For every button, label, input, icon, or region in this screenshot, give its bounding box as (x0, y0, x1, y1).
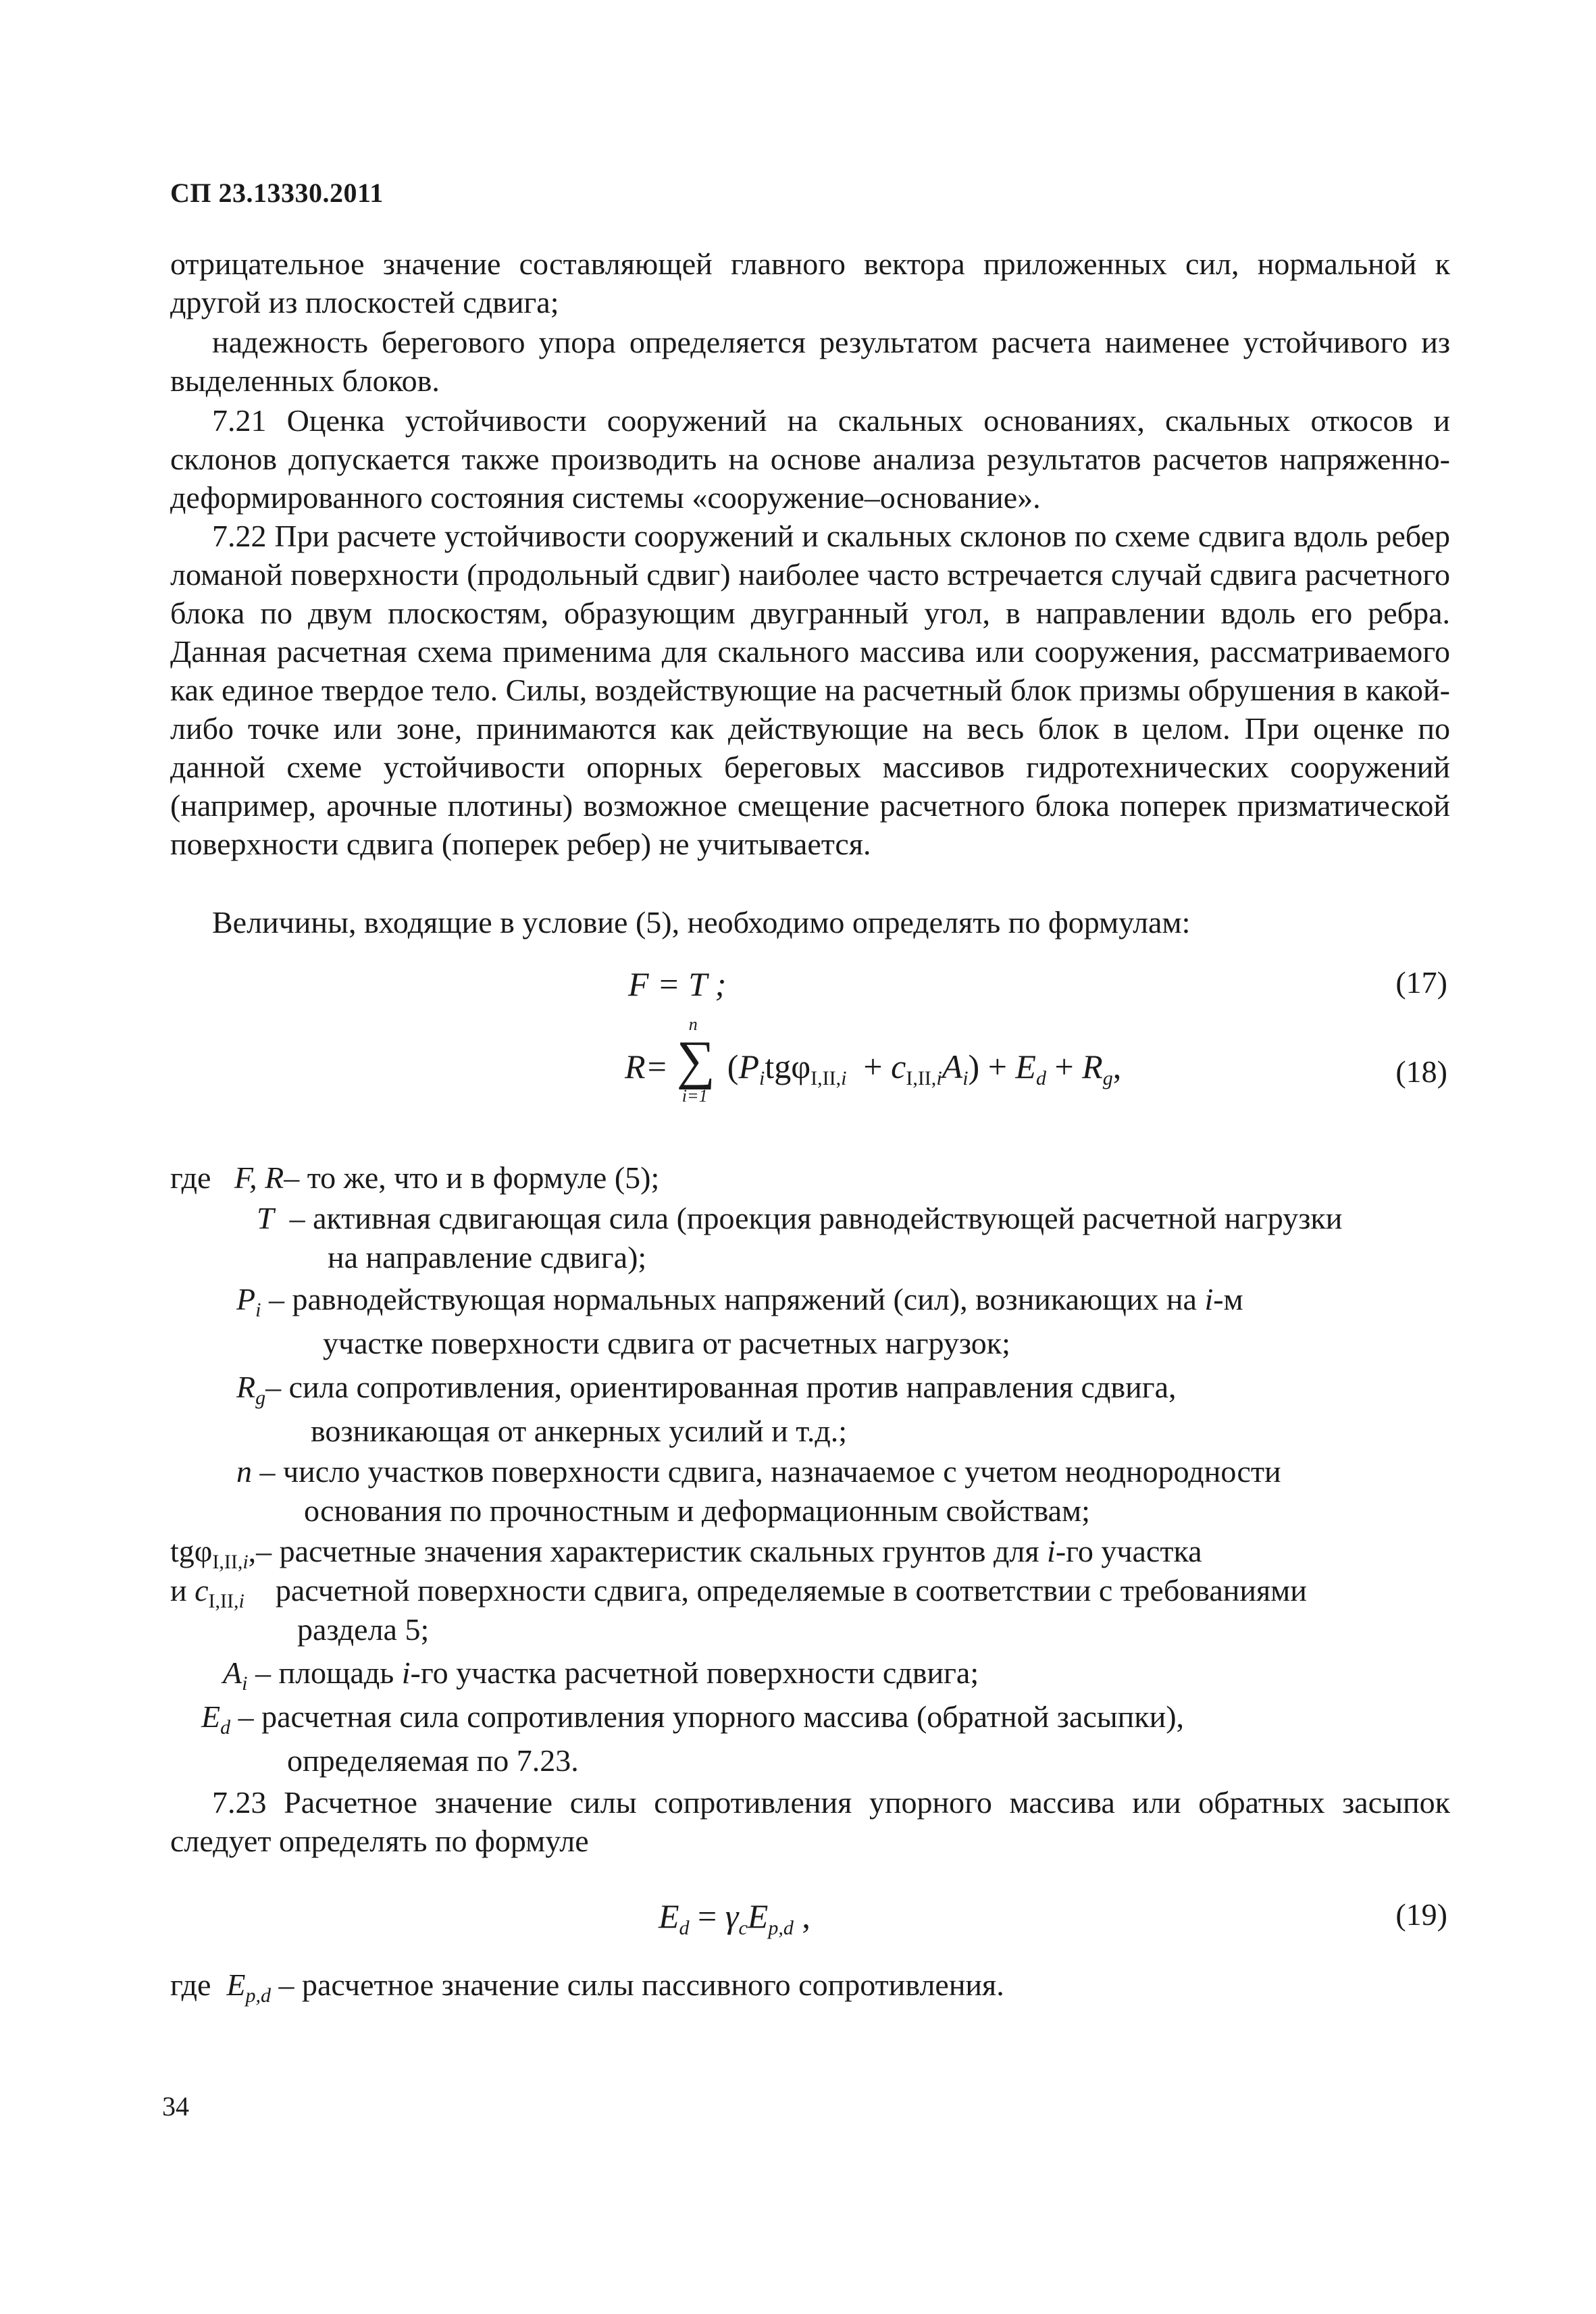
equation-19: $E_d = \gamma_cE_{p,d}$ , (659, 1897, 810, 1939)
definition-ed-cont: определяемая по 7.23. (287, 1743, 579, 1778)
paragraph-text: отрицательное значение составляющей главного вектора приложенных сил, нормальной к другой из плоскостей сдвига; (170, 247, 1450, 319)
page-number: 34 (162, 2091, 189, 2122)
equation-17: F = T ; (628, 965, 727, 1003)
eq18-rhs: $(P_itg\varphi_{I,II,i} + c_{I,II,i}A_i) + E_d + R_g$, (719, 1048, 1122, 1089)
equation-18 (625, 1014, 1122, 1106)
definition-t: T – активная сдвигающая сила (проекция равнодействующей расчетной нагрузки (257, 1201, 1343, 1235)
definition-ed: $E_d$ – расчетная сила сопротивления упорного массива (обратной засыпки), (201, 1699, 1185, 1739)
definition-rg: $R_g-$ сила сопротивления, ориентированная против направления сдвига, (236, 1370, 1177, 1409)
definition-t-cont: на направление сдвига); (328, 1240, 647, 1275)
summation (676, 1014, 715, 1106)
paragraph-2 (170, 323, 1450, 400)
sum-top: n (688, 1014, 698, 1034)
paragraph-text: 7.23 Расчетное значение силы сопротивления упорного массива или обратных засыпок следует определять по формуле (170, 1785, 1450, 1858)
definition-epd: где $E_{p,d}$ – расчетное значение силы пассивного сопротивления. (170, 1968, 1004, 2007)
definition-c: и $c_{I,II,i}$ расчетной поверхности сдвига, определяемые в соответствии с требованиями (170, 1573, 1307, 1612)
definition-n-cont: основания по прочностным и деформационным свойствам; (304, 1493, 1090, 1528)
paragraph-text: 7.21 Оценка устойчивости сооружений на скальных основаниях, скальных откосов и склонов допускается также производить на основе анализа результатов расчетов напряженно-деформированного состояния системы «сооружение–основание». (170, 403, 1450, 515)
document-header: СП 23.13330.2011 (170, 178, 384, 208)
definition-c-cont: раздела 5; (297, 1612, 430, 1647)
definition-fr: где F, R– то же, что и в формуле (5); (170, 1160, 660, 1195)
definition-a: $A_i$ – площадь i-го участка расчетной поверхности сдвига; (223, 1655, 979, 1695)
definition-p-cont: участке поверхности сдвига от расчетных нагрузок; (323, 1326, 1010, 1360)
definition-p: $P_i$ – равнодействующая нормальных напряжений (сил), возникающих на i-м (236, 1282, 1243, 1321)
paragraph-7-21 (170, 401, 1450, 517)
equation-19-number: (19) (1395, 1897, 1447, 1932)
eq18-lhs: R= (625, 1048, 669, 1085)
paragraph-7-23 (170, 1783, 1450, 1860)
paragraph-text: Величины, входящие в условие (5), необходимо определять по формулам: (212, 905, 1191, 940)
paragraph-text: 7.22 При расчете устойчивости сооружений и скальных склонов по схеме сдвига вдоль ребер ломаной поверхности (продольный сдвиг) наиболее часто встречается случай сдвига расчетного блока по двум плоскостям, образующим двугранный угол, в направлении вдоль его ребра. Данная расчетная схема применима для скального массива или сооружения, рассматриваемого как единое твердое тело. Силы, воздействующие на расчетный блок призмы обрушения в какой-либо точке или зоне, принимаются как действующие на весь блок в целом. При оценке по данной схеме устойчивости опорных береговых массивов гидротехнических сооружений (например, арочные плотины) возможное смещение расчетного блока поперек призматической поверхности сдвига (поперек ребер) не учитывается. (170, 519, 1450, 861)
sigma-icon: ∑ (676, 1031, 715, 1090)
definition-rg-cont: возникающая от анкерных усилий и т.д.; (311, 1414, 848, 1448)
paragraph-text: надежность берегового упора определяется результатом расчета наименее устойчивого из выделенных блоков. (170, 325, 1450, 398)
equation-17-number: (17) (1395, 965, 1447, 1000)
definition-tg: tgφ$_{I,II,i}$,– расчетные значения характеристик скальных грунтов для i-го участка (170, 1534, 1202, 1573)
definition-n: n – число участков поверхности сдвига, назначаемое с учетом неоднородности (236, 1454, 1281, 1489)
paragraph-7-22 (170, 517, 1450, 863)
paragraph-formulas-intro (170, 903, 1450, 942)
equation-18-number: (18) (1395, 1054, 1447, 1089)
sum-bottom: i=1 (681, 1086, 708, 1106)
paragraph-1 (170, 245, 1450, 322)
